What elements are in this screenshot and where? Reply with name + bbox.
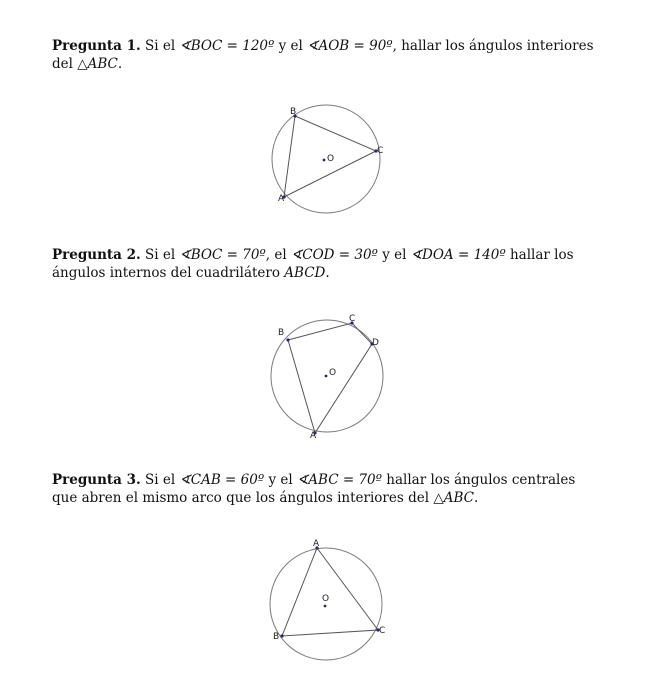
figure-2-point-o	[325, 375, 328, 378]
q3-text-1: Si el	[140, 472, 180, 488]
question-2-text	[52, 246, 602, 282]
q1-text-2: y el	[274, 38, 308, 54]
q1-math-triangle: △ABC	[77, 56, 118, 72]
figure-3	[260, 538, 390, 666]
figure-3-triangle	[282, 548, 378, 636]
q2-text-2: , el	[265, 247, 291, 263]
figure-2-quadrilateral	[288, 323, 372, 433]
q1-math-aob: ∢AOB = 90º	[307, 38, 393, 54]
figure-3-point-o	[324, 605, 327, 608]
q2-math-doa: ∢DOA = 140º	[410, 247, 506, 263]
figure-1-label-a: A	[278, 194, 285, 204]
figure-2-label-c: C	[349, 314, 356, 324]
figure-1-label-o: O	[327, 154, 335, 164]
figure-2-label-a: A	[310, 431, 317, 441]
q2-text-3: y el	[377, 247, 411, 263]
q3-text-2: y el	[264, 472, 297, 488]
q2-text-5: .	[325, 265, 330, 281]
figure-2-label-b: B	[278, 328, 285, 338]
q1-text-1: Si el	[140, 38, 180, 54]
figure-2	[260, 314, 390, 442]
figure-1-point-o	[323, 159, 326, 162]
question-1-text	[52, 37, 602, 73]
q1-math-boc: ∢BOC = 120º	[179, 38, 275, 54]
q3-text-4: .	[473, 490, 479, 506]
q2-math-cod: ∢COD = 30º	[290, 247, 378, 263]
question-3-heading: Pregunta 3.	[52, 472, 141, 488]
q2-math-abcd: ABCD	[284, 265, 326, 281]
figure-3-label-a: A	[313, 539, 320, 549]
question-1-heading: Pregunta 1.	[52, 38, 141, 54]
figure-1-label-b: B	[290, 107, 297, 117]
figure-3-label-o: O	[322, 594, 330, 604]
figure-3-label-b: B	[273, 632, 280, 642]
figure-2-label-d: D	[372, 338, 379, 348]
figure-1-circle	[272, 105, 380, 213]
q3-text-3: hallar los ángulos centrales que abren el mismo arco que los ángulos interiores del	[52, 472, 576, 506]
q3-math-triangle: △ABC	[433, 490, 474, 506]
figure-3-label-c: C	[379, 626, 386, 636]
figure-2-point-b	[286, 338, 289, 341]
figure-2-label-o: O	[329, 368, 337, 378]
figure-1	[260, 104, 390, 216]
figure-3-circle	[270, 548, 382, 660]
q1-text-3: , hallar los ángulos interiores del	[52, 38, 594, 72]
q2-text-1: Si el	[140, 247, 180, 263]
question-2-heading: Pregunta 2.	[52, 247, 141, 263]
q2-math-boc: ∢BOC = 70º	[179, 247, 266, 263]
question-3-text	[52, 471, 602, 507]
figure-1-label-c: C	[377, 146, 384, 156]
figure-3-svg	[260, 538, 390, 666]
q3-math-cab: ∢CAB = 60º	[179, 472, 265, 488]
q2-text-4: hallar los ángulos internos del cuadrilátero	[52, 247, 574, 281]
q1-text-4: .	[117, 56, 123, 72]
q3-math-abc: ∢ABC = 70º	[297, 472, 382, 488]
figure-3-point-b	[280, 634, 283, 637]
figure-2-svg	[260, 314, 390, 442]
figure-1-svg	[260, 104, 390, 216]
